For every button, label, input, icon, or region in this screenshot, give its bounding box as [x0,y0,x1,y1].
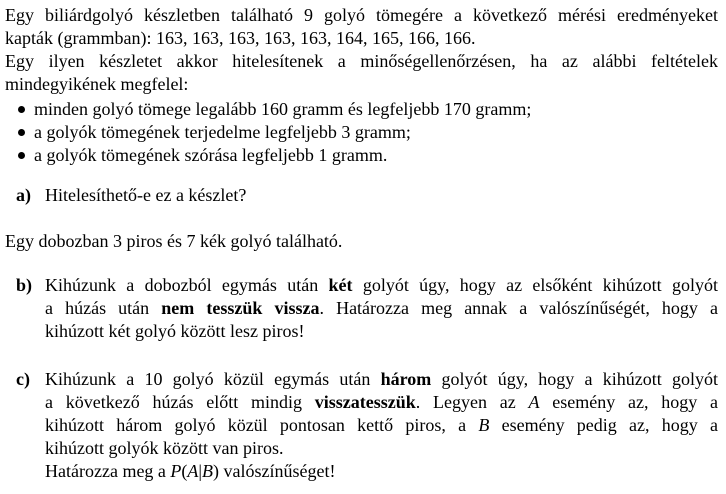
text-run: . Határozza meg annak a valószínűségét, hogy a [319,298,719,318]
question-label: b) [16,275,33,295]
emphasis-text: három [380,369,432,389]
box-intro-text: Egy dobozban 3 piros és 7 kék golyó található. [5,231,343,251]
question-line [45,368,718,391]
intro-line: Egy biliárdgolyó készletben található 9 golyó tömegére a következő mérési eredményeket [5,5,718,25]
text-run: golyót úgy, hogy az elsőként kihúzott golyót [352,275,718,295]
box-intro [5,230,718,253]
text-run: golyót úgy, hogy a kihúzott golyót [431,369,718,389]
bullet-icon [18,106,25,113]
text-run: a húzás után [45,298,162,318]
question-c [5,368,718,483]
text-run: Kihúzunk a 10 golyó közül egymás után [45,369,381,389]
math-variable: B [478,415,490,435]
question-line [45,414,718,437]
text-run: esemény pedig az, hogy a [489,415,718,435]
bullet-icon [18,152,25,159]
question-line [45,391,718,414]
text-run: a következő húzás előtt mindig [45,392,315,412]
condition-text: a golyók tömegének terjedelme legfeljebb 3 gramm; [34,122,411,142]
question-line [45,274,718,297]
text-run: Kihúzunk a dobozból egymás után [45,275,329,295]
emphasis-text: két [328,275,353,295]
math-symbol: ) [213,461,220,481]
emphasis-text: visszatesszük [314,392,416,412]
question-line [45,460,718,483]
math-symbol: ( [181,461,188,481]
text-run: Határozza meg a [45,461,171,481]
conditions-list [5,98,718,167]
bullet-icon [18,129,25,136]
intro-paragraph [5,4,718,96]
condition-item [5,98,718,121]
intro-line: kapták (grammban): 163, 163, 163, 163, 163, 164, 165, 166, 166. [5,28,476,48]
text-run: . Legyen az [415,392,529,412]
question-line: kihúzott két golyó között lesz piros! [45,321,305,341]
emphasis-text: nem tesszük vissza [161,298,320,318]
math-variable: P [170,461,182,481]
math-symbol: | [198,461,203,481]
text-run: esemény az, hogy a [539,392,719,412]
question-label: c) [16,369,30,389]
condition-item [5,121,718,144]
question-text: Hitelesíthető-e ez a készlet? [45,185,247,205]
condition-text: minden golyó tömege legalább 160 gramm és legfeljebb 170 gramm; [34,99,532,119]
question-line [45,297,718,320]
text-run: kihúzott három golyó közül pontosan kettő piros, a [45,415,479,435]
math-variable: A [528,392,540,412]
intro-line: mindegyikének megfelel: [5,74,189,94]
condition-item [5,144,718,167]
math-variable: B [202,461,214,481]
question-b [5,274,718,343]
intro-line: Egy ilyen készletet akkor hitelesítenek a minőségellenőrzésen, ha az alábbi feltételek [5,51,718,71]
question-line: kihúzott golyók között van piros. [45,438,284,458]
question-label: a) [16,185,31,205]
condition-text: a golyók tömegének szórása legfeljebb 1 gramm. [34,145,388,165]
text-run: valószínűséget! [219,461,336,481]
math-variable: A [187,461,199,481]
question-a [5,184,718,207]
